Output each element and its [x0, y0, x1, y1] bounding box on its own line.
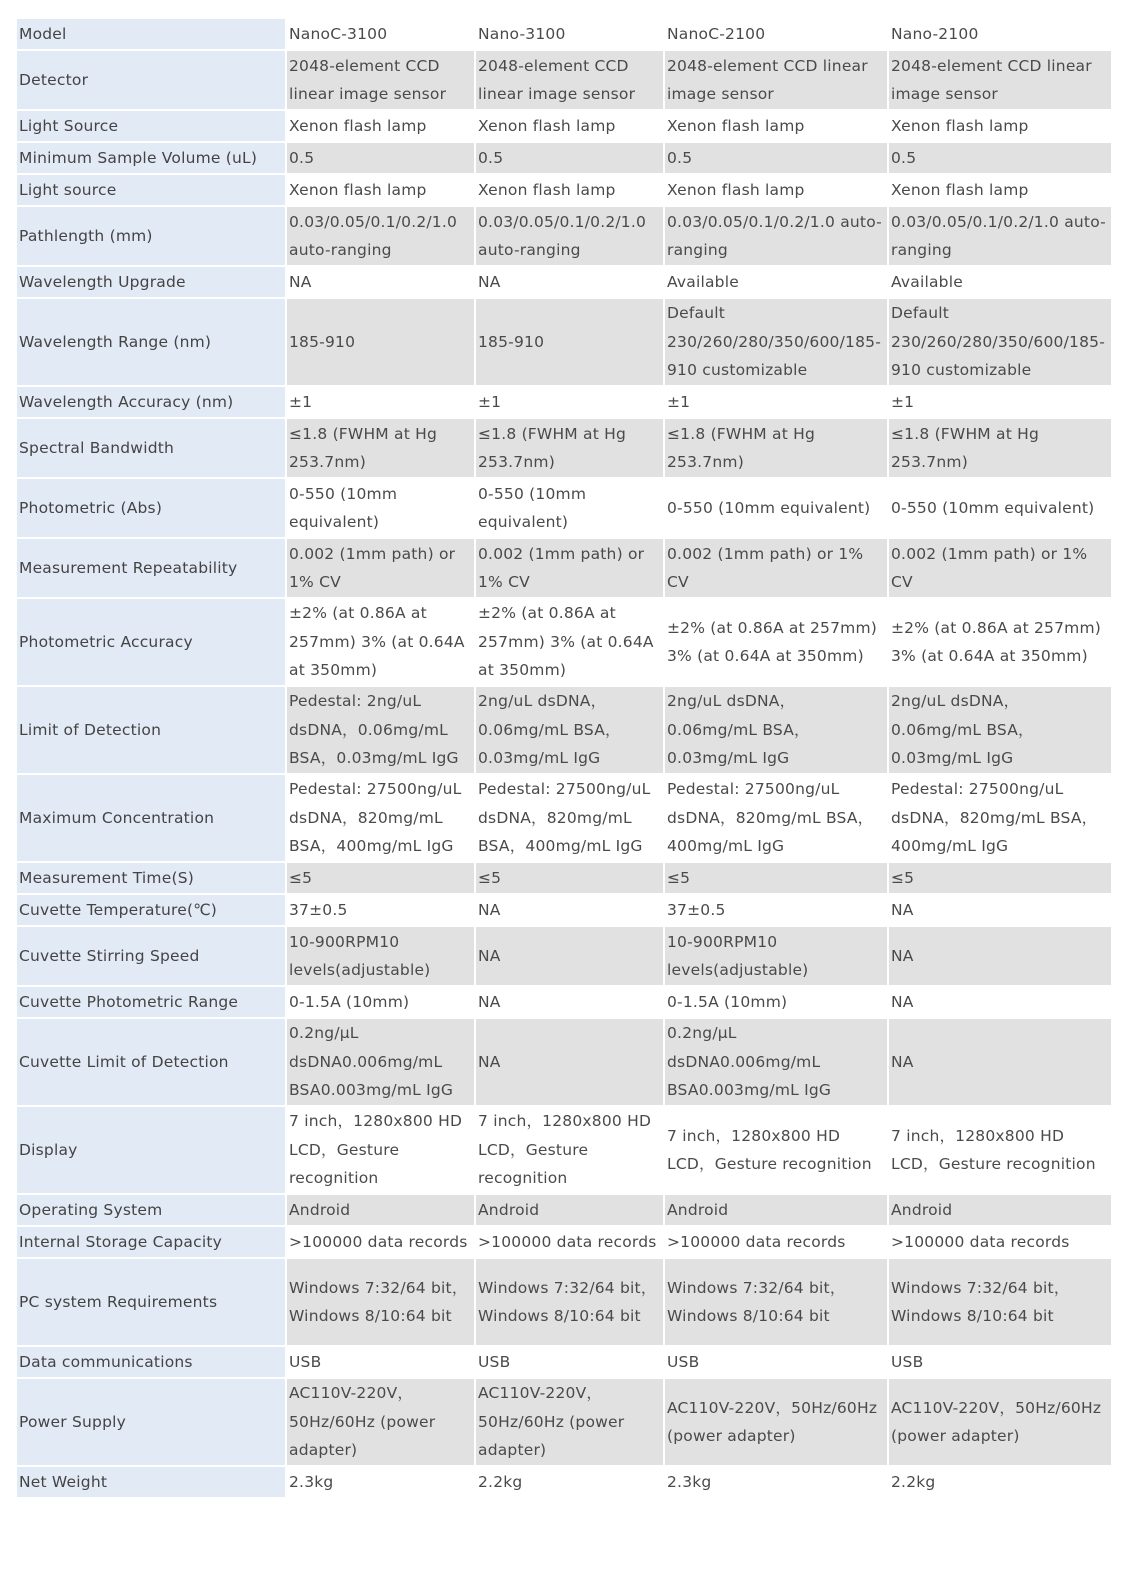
spec-value: ±1 — [665, 387, 887, 417]
spec-value: 0.03/0.05/0.1/0.2/1.0 auto-ranging — [476, 207, 663, 265]
spec-value: NA — [889, 1019, 1111, 1105]
spec-table — [15, 17, 1113, 1499]
spec-value: ±1 — [287, 387, 474, 417]
spec-label: Photometric Accuracy — [17, 599, 285, 685]
spec-value: ≤1.8 (FWHM at Hg 253.7nm) — [476, 419, 663, 477]
spec-value: 0.5 — [476, 143, 663, 173]
spec-value: 0-550 (10mm equivalent) — [889, 479, 1111, 537]
spec-value: 7 inch，1280x800 HD LCD，Gesture recognition — [287, 1107, 474, 1193]
spec-row — [17, 479, 1111, 537]
spec-value: ±1 — [889, 387, 1111, 417]
spec-value: 0.002 (1mm path) or 1% CV — [889, 539, 1111, 597]
spec-value: >100000 data records — [287, 1227, 474, 1257]
spec-value: 0.2ng/μL dsDNA0.006mg/mL BSA0.003mg/mL IgG — [665, 1019, 887, 1105]
spec-value: ±2% (at 0.86A at 257mm) 3% (at 0.64A at 350mm) — [476, 599, 663, 685]
spec-value: Xenon flash lamp — [665, 111, 887, 141]
spec-value: 37±0.5 — [287, 895, 474, 925]
spec-value: ≤5 — [665, 863, 887, 893]
spec-value: 7 inch，1280x800 HD LCD，Gesture recognition — [665, 1107, 887, 1193]
spec-label: Display — [17, 1107, 285, 1193]
spec-label: PC system Requirements — [17, 1259, 285, 1345]
spec-value: 2.2kg — [889, 1467, 1111, 1497]
spec-value: Xenon flash lamp — [287, 111, 474, 141]
spec-value: NA — [287, 267, 474, 297]
spec-value: AC110V-220V，50Hz/60Hz (power adapter) — [287, 1379, 474, 1465]
spec-value: ≤1.8 (FWHM at Hg 253.7nm) — [889, 419, 1111, 477]
spec-value: USB — [476, 1347, 663, 1377]
spec-value: ≤5 — [889, 863, 1111, 893]
spec-value: 0.2ng/μL dsDNA0.006mg/mL BSA0.003mg/mL IgG — [287, 1019, 474, 1105]
spec-value: AC110V-220V，50Hz/60Hz (power adapter) — [889, 1379, 1111, 1465]
spec-table-body — [17, 19, 1111, 1497]
spec-value: ≤1.8 (FWHM at Hg 253.7nm) — [665, 419, 887, 477]
spec-label: Cuvette Photometric Range — [17, 987, 285, 1017]
spec-value: 2.2kg — [476, 1467, 663, 1497]
spec-value: Pedestal: 27500ng/uL dsDNA，820mg/mL BSA，400mg/mL IgG — [665, 775, 887, 861]
spec-row — [17, 863, 1111, 893]
spec-value: Android — [476, 1195, 663, 1225]
spec-value: Xenon flash lamp — [889, 175, 1111, 205]
spec-value: 0.002 (1mm path) or 1% CV — [287, 539, 474, 597]
spec-row — [17, 1227, 1111, 1257]
spec-value: Windows 7:32/64 bit，Windows 8/10:64 bit — [476, 1259, 663, 1345]
spec-label: Cuvette Limit of Detection — [17, 1019, 285, 1105]
spec-label: Detector — [17, 51, 285, 109]
spec-label: Operating System — [17, 1195, 285, 1225]
spec-value: 0.002 (1mm path) or 1% CV — [665, 539, 887, 597]
spec-row — [17, 1019, 1111, 1105]
spec-label: Wavelength Range (nm) — [17, 299, 285, 385]
spec-row — [17, 687, 1111, 773]
spec-label: Wavelength Accuracy (nm) — [17, 387, 285, 417]
spec-value: USB — [287, 1347, 474, 1377]
spec-value: 2048-element CCD linear image sensor — [889, 51, 1111, 109]
spec-value: 2048-element CCD linear image sensor — [476, 51, 663, 109]
spec-value: Default 230/260/280/350/600/185-910 customizable — [889, 299, 1111, 385]
spec-label: Pathlength (mm) — [17, 207, 285, 265]
spec-row — [17, 775, 1111, 861]
spec-row — [17, 1379, 1111, 1465]
spec-value: NA — [889, 927, 1111, 985]
spec-value: Pedestal: 27500ng/uL dsDNA，820mg/mL BSA，400mg/mL IgG — [889, 775, 1111, 861]
spec-row — [17, 895, 1111, 925]
spec-value: AC110V-220V，50Hz/60Hz (power adapter) — [476, 1379, 663, 1465]
spec-value: 2ng/uL dsDNA，0.06mg/mL BSA，0.03mg/mL IgG — [665, 687, 887, 773]
spec-value: 0.03/0.05/0.1/0.2/1.0 auto-ranging — [665, 207, 887, 265]
spec-value: Android — [287, 1195, 474, 1225]
spec-value: Android — [665, 1195, 887, 1225]
spec-value: 2ng/uL dsDNA，0.06mg/mL BSA，0.03mg/mL IgG — [476, 687, 663, 773]
spec-label: Internal Storage Capacity — [17, 1227, 285, 1257]
spec-value: NA — [476, 895, 663, 925]
spec-row — [17, 1467, 1111, 1497]
spec-value: ±1 — [476, 387, 663, 417]
spec-value: Pedestal: 27500ng/uL dsDNA，820mg/mL BSA，400mg/mL IgG — [287, 775, 474, 861]
spec-value: NA — [476, 267, 663, 297]
spec-row — [17, 599, 1111, 685]
spec-label: Light Source — [17, 111, 285, 141]
spec-value: Windows 7:32/64 bit，Windows 8/10:64 bit — [665, 1259, 887, 1345]
spec-row — [17, 927, 1111, 985]
spec-value: NanoC-3100 — [287, 19, 474, 49]
spec-label: Wavelength Upgrade — [17, 267, 285, 297]
spec-value: ±2% (at 0.86A at 257mm) 3% (at 0.64A at 350mm) — [889, 599, 1111, 685]
spec-label: Measurement Repeatability — [17, 539, 285, 597]
spec-value: Xenon flash lamp — [287, 175, 474, 205]
spec-value: Nano-3100 — [476, 19, 663, 49]
spec-row — [17, 419, 1111, 477]
spec-label: Photometric (Abs) — [17, 479, 285, 537]
spec-value: ±2% (at 0.86A at 257mm) 3% (at 0.64A at 350mm) — [665, 599, 887, 685]
spec-value: Nano-2100 — [889, 19, 1111, 49]
spec-value: ≤5 — [287, 863, 474, 893]
spec-label: Limit of Detection — [17, 687, 285, 773]
spec-value: NanoC-2100 — [665, 19, 887, 49]
spec-value: 0.5 — [287, 143, 474, 173]
spec-value: NA — [476, 927, 663, 985]
spec-value: ≤1.8 (FWHM at Hg 253.7nm) — [287, 419, 474, 477]
spec-value: 2.3kg — [287, 1467, 474, 1497]
spec-value: Xenon flash lamp — [665, 175, 887, 205]
spec-row — [17, 387, 1111, 417]
spec-value: Xenon flash lamp — [476, 111, 663, 141]
spec-label: Model — [17, 19, 285, 49]
spec-row — [17, 1195, 1111, 1225]
spec-value: AC110V-220V，50Hz/60Hz (power adapter) — [665, 1379, 887, 1465]
spec-row — [17, 19, 1111, 49]
spec-value: 2048-element CCD linear image sensor — [665, 51, 887, 109]
spec-row — [17, 299, 1111, 385]
spec-label: Cuvette Stirring Speed — [17, 927, 285, 985]
spec-value: 0-550 (10mm equivalent) — [476, 479, 663, 537]
spec-label: Maximum Concentration — [17, 775, 285, 861]
spec-value: 0-1.5A (10mm) — [665, 987, 887, 1017]
spec-value: 0.5 — [665, 143, 887, 173]
spec-value: >100000 data records — [476, 1227, 663, 1257]
spec-row — [17, 539, 1111, 597]
spec-row — [17, 143, 1111, 173]
spec-value: USB — [889, 1347, 1111, 1377]
spec-value: 0-1.5A (10mm) — [287, 987, 474, 1017]
spec-value: ≤5 — [476, 863, 663, 893]
spec-value: Pedestal: 27500ng/uL dsDNA，820mg/mL BSA，400mg/mL IgG — [476, 775, 663, 861]
spec-label: Spectral Bandwidth — [17, 419, 285, 477]
spec-row — [17, 1347, 1111, 1377]
spec-value: NA — [476, 1019, 663, 1105]
spec-value: Pedestal: 2ng/uL dsDNA，0.06mg/mL BSA，0.03mg/mL IgG — [287, 687, 474, 773]
spec-label: Cuvette Temperature(℃) — [17, 895, 285, 925]
spec-row — [17, 51, 1111, 109]
spec-row — [17, 207, 1111, 265]
spec-value: 37±0.5 — [665, 895, 887, 925]
spec-value: 185-910 — [476, 299, 663, 385]
spec-value: 0.03/0.05/0.1/0.2/1.0 auto-ranging — [889, 207, 1111, 265]
spec-label: Measurement Time(S) — [17, 863, 285, 893]
spec-value: NA — [889, 987, 1111, 1017]
spec-value: 2ng/uL dsDNA，0.06mg/mL BSA，0.03mg/mL IgG — [889, 687, 1111, 773]
spec-value: >100000 data records — [665, 1227, 887, 1257]
spec-value: Xenon flash lamp — [476, 175, 663, 205]
spec-value: ±2% (at 0.86A at 257mm) 3% (at 0.64A at 350mm) — [287, 599, 474, 685]
spec-label: Minimum Sample Volume (uL) — [17, 143, 285, 173]
spec-value: 10-900RPM10 levels(adjustable) — [665, 927, 887, 985]
spec-row — [17, 267, 1111, 297]
spec-value: Xenon flash lamp — [889, 111, 1111, 141]
spec-value: 0.03/0.05/0.1/0.2/1.0 auto-ranging — [287, 207, 474, 265]
spec-value: USB — [665, 1347, 887, 1377]
spec-label: Data communications — [17, 1347, 285, 1377]
spec-value: 185-910 — [287, 299, 474, 385]
spec-value: 0.002 (1mm path) or 1% CV — [476, 539, 663, 597]
spec-value: Windows 7:32/64 bit，Windows 8/10:64 bit — [889, 1259, 1111, 1345]
spec-value: 7 inch，1280x800 HD LCD，Gesture recognition — [476, 1107, 663, 1193]
spec-value: 0-550 (10mm equivalent) — [287, 479, 474, 537]
spec-value: 2048-element CCD linear image sensor — [287, 51, 474, 109]
spec-value: Default 230/260/280/350/600/185-910 customizable — [665, 299, 887, 385]
spec-value: 7 inch，1280x800 HD LCD，Gesture recognition — [889, 1107, 1111, 1193]
spec-row — [17, 175, 1111, 205]
spec-value: Android — [889, 1195, 1111, 1225]
spec-value: Windows 7:32/64 bit，Windows 8/10:64 bit — [287, 1259, 474, 1345]
spec-value: >100000 data records — [889, 1227, 1111, 1257]
spec-value: NA — [889, 895, 1111, 925]
spec-row — [17, 111, 1111, 141]
spec-label: Power Supply — [17, 1379, 285, 1465]
spec-value: 2.3kg — [665, 1467, 887, 1497]
spec-label: Light source — [17, 175, 285, 205]
spec-label: Net Weight — [17, 1467, 285, 1497]
spec-value: NA — [476, 987, 663, 1017]
spec-value: Available — [889, 267, 1111, 297]
spec-value: Available — [665, 267, 887, 297]
spec-value: 10-900RPM10 levels(adjustable) — [287, 927, 474, 985]
spec-row — [17, 987, 1111, 1017]
spec-row — [17, 1107, 1111, 1193]
spec-row — [17, 1259, 1111, 1345]
spec-value: 0-550 (10mm equivalent) — [665, 479, 887, 537]
spec-value: 0.5 — [889, 143, 1111, 173]
